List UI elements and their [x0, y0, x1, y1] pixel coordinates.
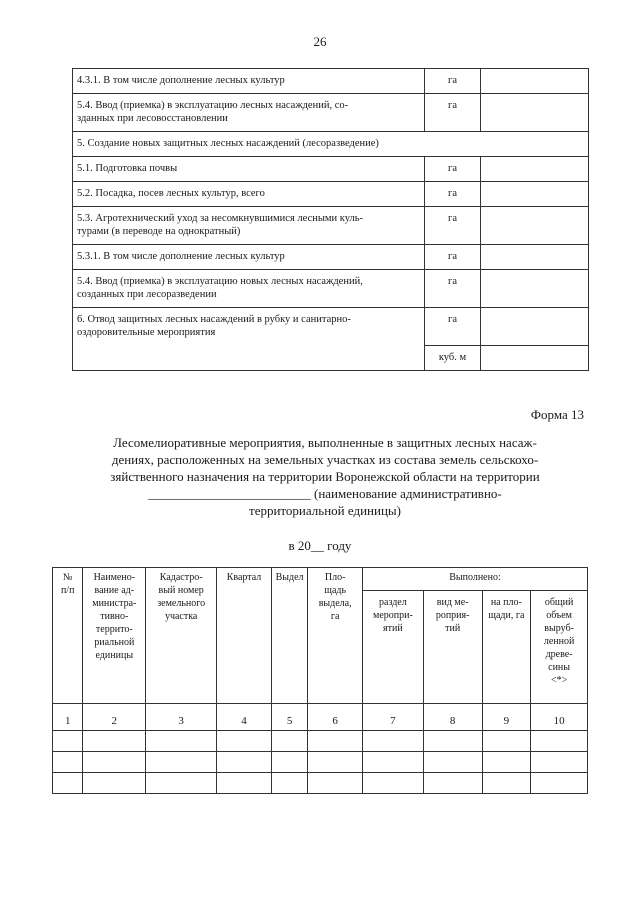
header-vydel: Выдел [271, 568, 307, 704]
table-row [73, 308, 589, 346]
empty-cell [271, 731, 307, 752]
empty-cell [146, 773, 217, 794]
value-cell [481, 207, 589, 245]
empty-cell [83, 731, 146, 752]
column-number: 5 [271, 704, 307, 731]
activity-label: 5.1. Подготовка почвы [73, 157, 425, 182]
empty-cell [271, 752, 307, 773]
column-number: 10 [531, 704, 588, 731]
unit-cell: га [425, 270, 481, 308]
column-number: 2 [83, 704, 146, 731]
empty-cell [271, 773, 307, 794]
empty-cell [363, 731, 424, 752]
header-volume: общий объем выруб- ленной древе- сины <*> [531, 591, 588, 704]
empty-cell [482, 731, 531, 752]
table-row [53, 731, 588, 752]
empty-cell [423, 752, 482, 773]
empty-cell [423, 773, 482, 794]
column-number: 8 [423, 704, 482, 731]
form13-table [52, 567, 588, 794]
header-area: Пло- щадь выдела, га [308, 568, 363, 704]
empty-cell [53, 773, 83, 794]
empty-cell [83, 752, 146, 773]
empty-cell [363, 773, 424, 794]
column-number: 3 [146, 704, 217, 731]
empty-cell [217, 731, 272, 752]
table-row [73, 182, 589, 207]
unit-cell: куб. м [425, 346, 481, 371]
value-cell [481, 94, 589, 132]
form-title-line: _________________________ (наименование административно- [148, 486, 502, 501]
value-cell [481, 346, 589, 371]
column-number: 7 [363, 704, 424, 731]
value-cell [481, 69, 589, 94]
section-heading: 5. Создание новых защитных лесных насаждений (лесоразведение) [73, 132, 589, 157]
table-row [53, 773, 588, 794]
table-row [73, 132, 589, 157]
header-cadastral-number: Кадастро- вый номер земельного участка [146, 568, 217, 704]
unit-cell: га [425, 245, 481, 270]
header-section: раздел меропри- ятий [363, 591, 424, 704]
empty-cell [308, 752, 363, 773]
empty-cell [146, 752, 217, 773]
activity-label: 5.4. Ввод (приемка) в эксплуатацию лесных насаждений, со- зданных при лесовосстановлении [73, 94, 425, 132]
activity-label: 5.3.1. В том числе дополнение лесных культур [73, 245, 425, 270]
header-type: вид ме- роприя- тий [423, 591, 482, 704]
empty-cell [423, 731, 482, 752]
unit-cell: га [425, 207, 481, 245]
column-number: 9 [482, 704, 531, 731]
activity-label: 4.3.1. В том числе дополнение лесных культур [73, 69, 425, 94]
table-row [73, 94, 589, 132]
empty-cell [531, 752, 588, 773]
empty-cell [363, 752, 424, 773]
table-row [73, 69, 589, 94]
value-cell [481, 245, 589, 270]
empty-cell [83, 773, 146, 794]
form-title-line: территориальной единицы) [249, 503, 401, 518]
form-label: Форма 13 [530, 407, 584, 422]
column-number: 4 [217, 704, 272, 731]
empty-cell [53, 752, 83, 773]
unit-cell: га [425, 308, 481, 346]
table-row [73, 207, 589, 245]
unit-cell: га [425, 157, 481, 182]
empty-cell [531, 773, 588, 794]
table-row [73, 245, 589, 270]
empty-cell [146, 731, 217, 752]
table-row [53, 752, 588, 773]
empty-cell [308, 731, 363, 752]
unit-cell: га [425, 94, 481, 132]
table-row [73, 270, 589, 308]
empty-cell [53, 731, 83, 752]
value-cell [481, 308, 589, 346]
value-cell [481, 182, 589, 207]
column-number: 6 [308, 704, 363, 731]
value-cell [481, 157, 589, 182]
unit-cell: га [425, 182, 481, 207]
header-admin-unit: Наимено- вание ад- министра- тивно- террито- риальной единицы [83, 568, 146, 704]
empty-cell [308, 773, 363, 794]
unit-cell: га [425, 69, 481, 94]
activity-label: 5.4. Ввод (приемка) в эксплуатацию новых лесных насаждений, созданных при лесоразведении [73, 270, 425, 308]
header-on-area: на пло- щади, га [482, 591, 531, 704]
form-title-line: дениях, расположенных на земельных участках из состава земель сельскохо- [111, 452, 539, 467]
activity-label: 5.3. Агротехнический уход за несомкнувшимися лесными куль- турами (в переводе на однократный) [73, 207, 425, 245]
header-quarter: Квартал [217, 568, 272, 704]
forest-activities-table [72, 68, 589, 371]
table-row [73, 157, 589, 182]
empty-cell [482, 752, 531, 773]
empty-cell [531, 731, 588, 752]
activity-label: 6. Отвод защитных лесных насаждений в рубку и санитарно- оздоровительные мероприятия [73, 308, 425, 371]
activity-label: 5.2. Посадка, посев лесных культур, всего [73, 182, 425, 207]
year-line: в 20__ году [288, 538, 352, 553]
form-title-line: зяйственного назначения на территории Воронежской области на территории [110, 469, 540, 484]
empty-cell [217, 773, 272, 794]
header-num: № п/п [53, 568, 83, 704]
column-number: 1 [53, 704, 83, 731]
form-title [60, 434, 590, 519]
header-done: Выполнено: [363, 568, 588, 591]
value-cell [481, 270, 589, 308]
form-title-line: Лесомелиоративные мероприятия, выполненные в защитных лесных насаж- [113, 435, 537, 450]
page-number: 26 [313, 34, 327, 49]
empty-cell [482, 773, 531, 794]
empty-cell [217, 752, 272, 773]
